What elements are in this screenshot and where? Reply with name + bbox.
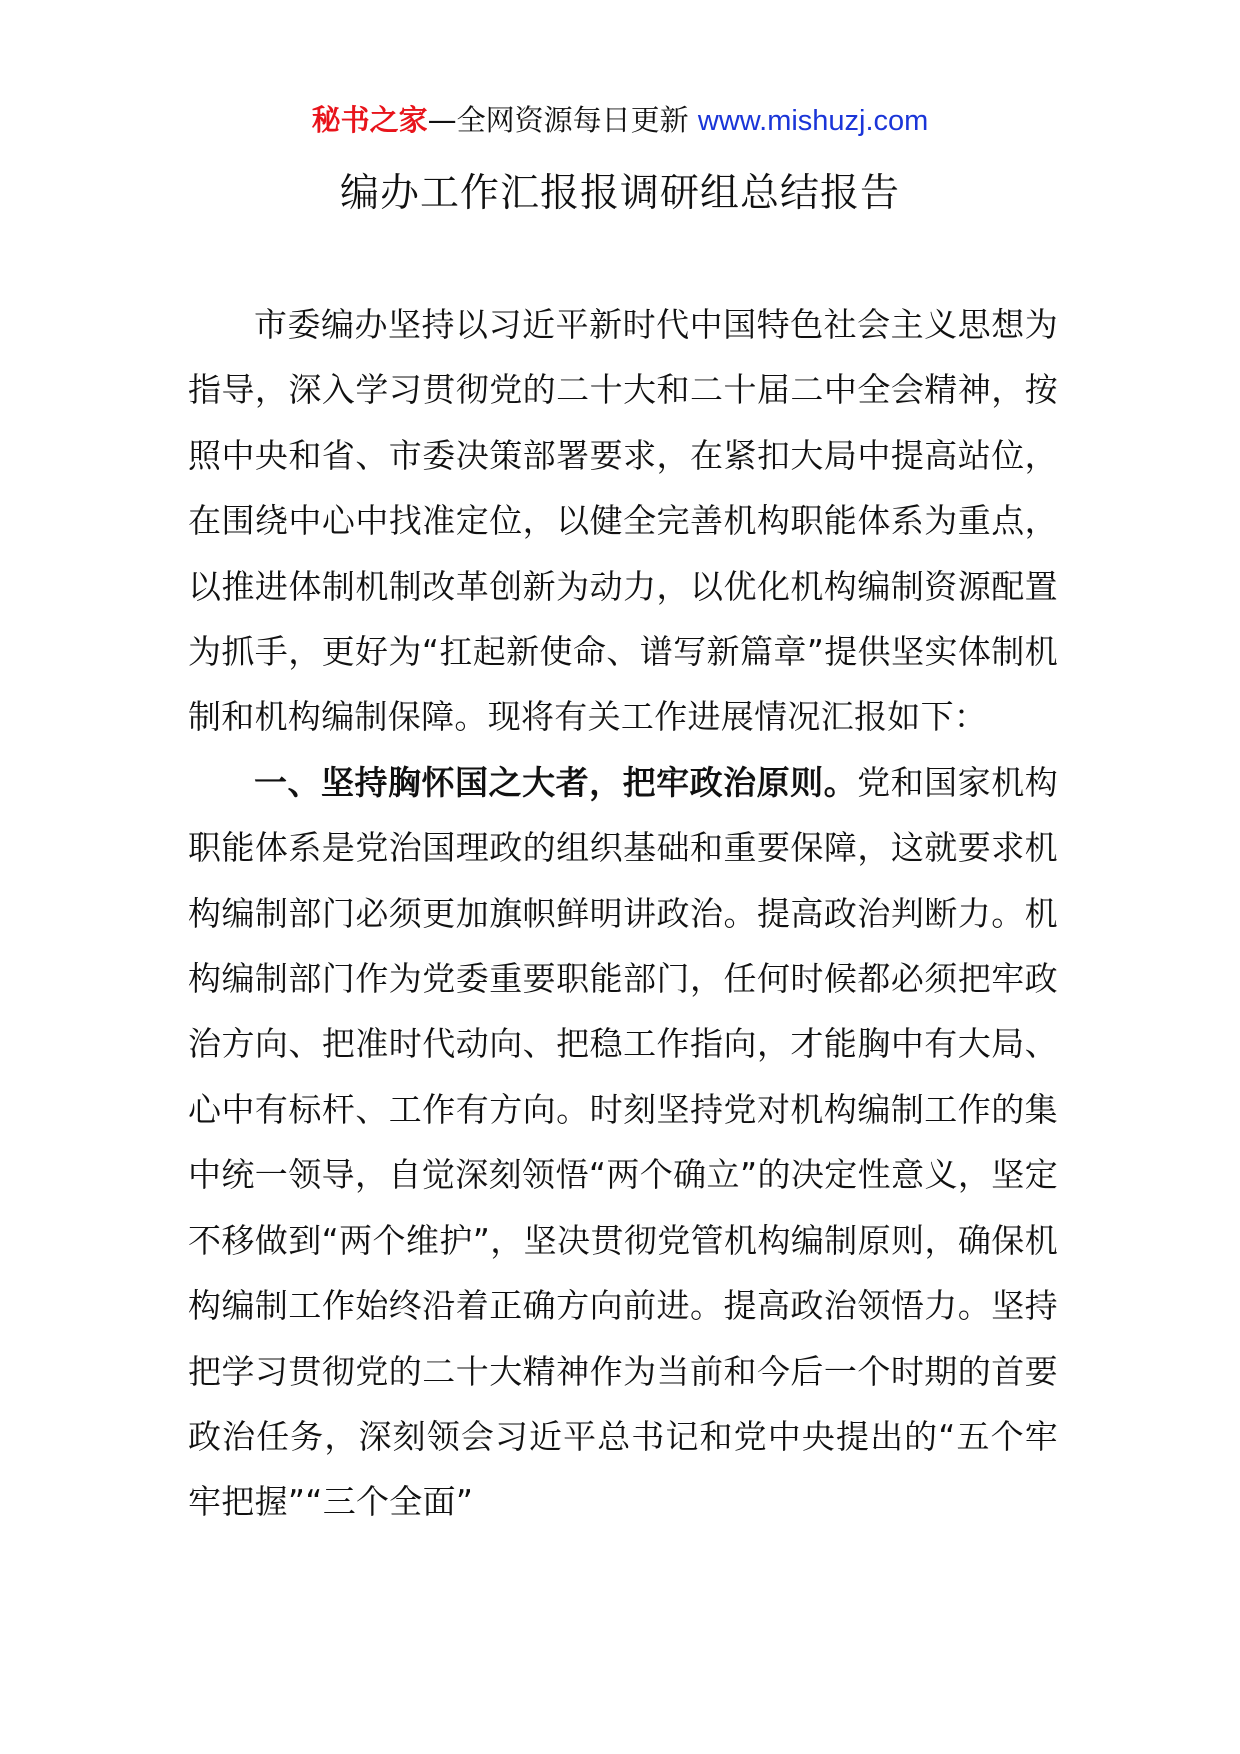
- section-one-text: 党和国家机构职能体系是党治国理政的组织基础和重要保障，这就要求机构编制部门必须更加旗帜鲜明讲政治。提高政治判断力。机构编制部门作为党委重要职能部门，任何时候都必须把牢政治方向、把准时代动向、把稳工作指向，才能胸中有大局、心中有标杆、工作有方向。时刻坚持党对机构编制工作的集中统一领导，自觉深刻领悟“两个确立”的决定性意义，坚定不移做到“两个维护”，坚决贯彻党管机构编制原则，确保机构编制工作始终沿着正确方向前进。提高政治领悟力。坚持把学习贯彻党的二十大精神作为当前和今后一个时期的首要政治任务，深刻领会习近平总书记和党中央提出的“五个牢牢把握”“三个全面”: [188, 762, 1058, 1522]
- header-tagline: —全网资源每日更新: [427, 103, 689, 137]
- paragraph-intro: 市委编办坚持以习近平新时代中国特色社会主义思想为指导，深入学习贯彻党的二十大和二十届二中全会精神，按照中央和省、市委决策部署要求，在紧扣大局中提高站位，在围绕中心中找准定位，以健全完善机构职能体系为重点，以推进体制机制改革创新为动力，以优化机构编制资源配置为抓手，更好为“扛起新使命、谱写新篇章”提供坚实体制机制和机构编制保障。现将有关工作进展情况汇报如下：: [188, 305, 1058, 737]
- brand-name: 秘书之家: [311, 103, 428, 137]
- document-body: [188, 292, 1058, 1535]
- document-title: 编办工作汇报报调研组总结报告: [339, 171, 900, 216]
- paragraph-section-one: [188, 750, 1058, 1535]
- section-heading-one: 一、坚持胸怀国之大者，把牢政治原则。: [254, 762, 858, 802]
- site-header: [0, 100, 1240, 141]
- site-url-link[interactable]: www.mishuzj.com: [697, 105, 929, 137]
